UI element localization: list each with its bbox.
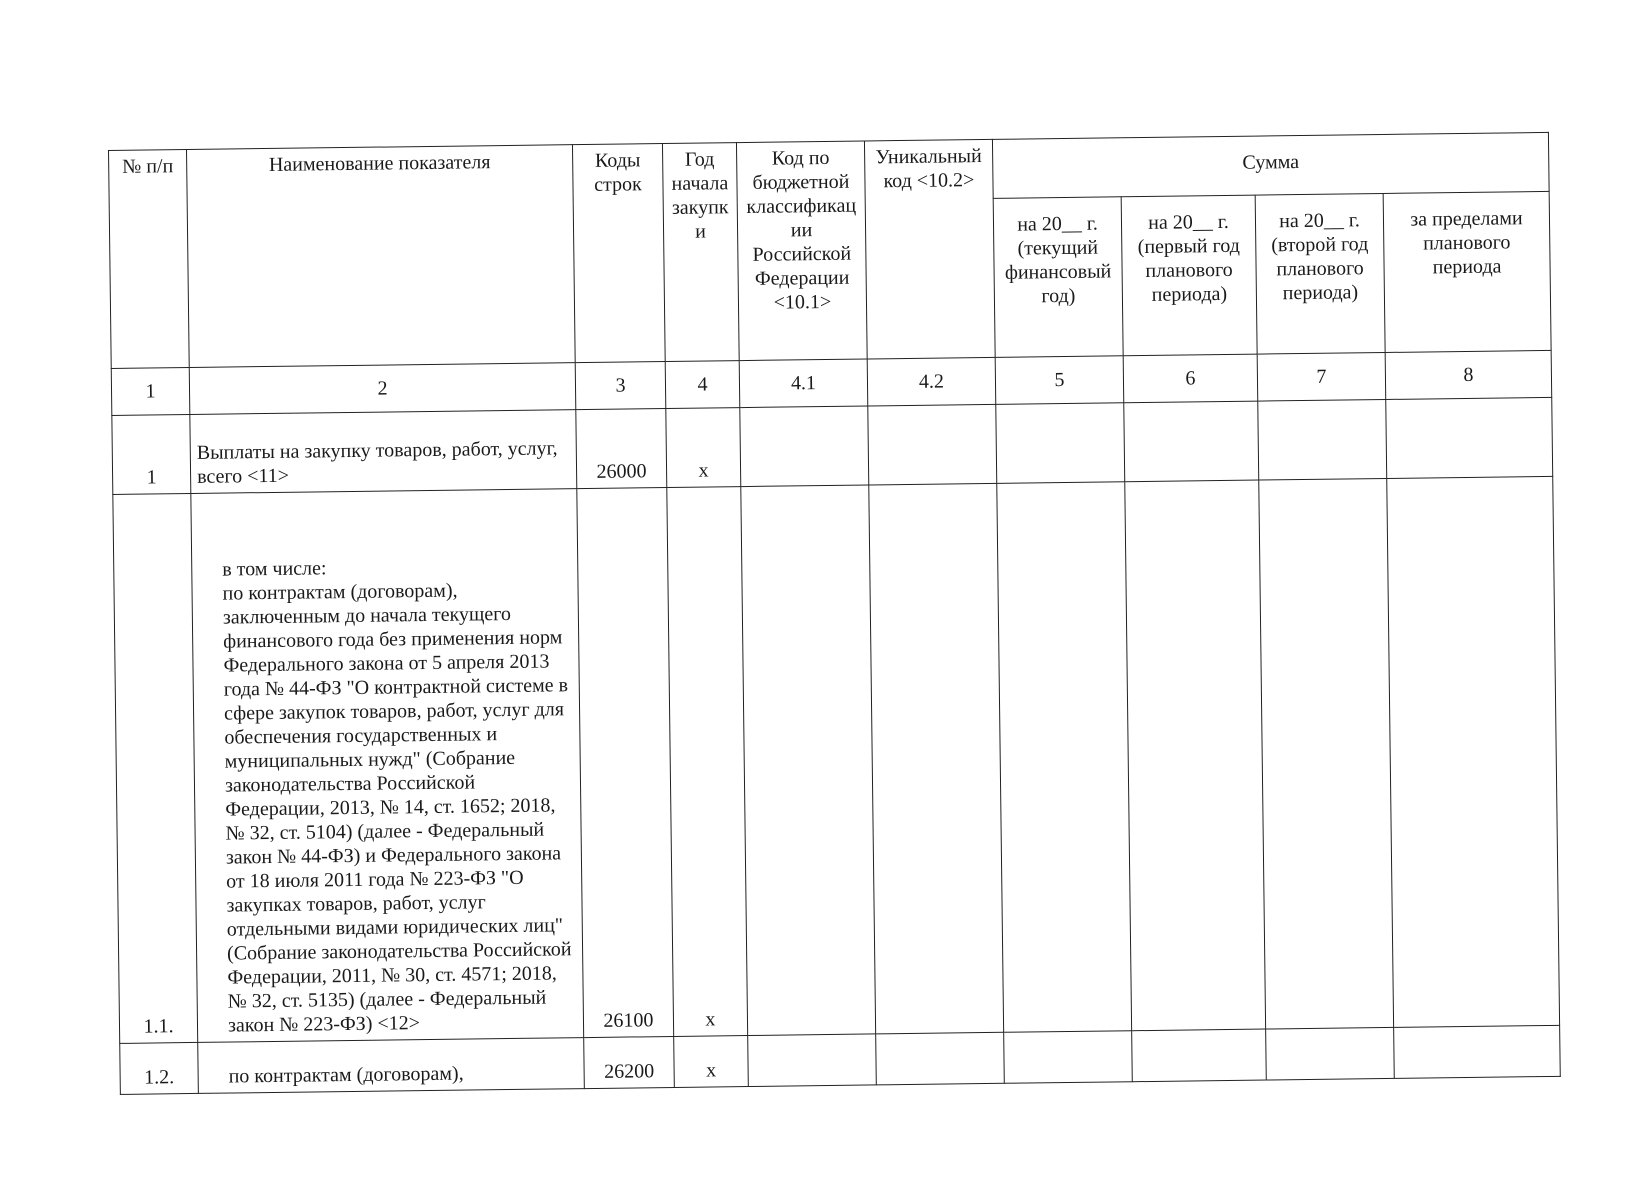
column-number: 5: [995, 356, 1124, 405]
row-unique-code: [876, 1032, 1005, 1085]
row-sum-first-plan-year: [1132, 1029, 1267, 1082]
column-number: 6: [1123, 354, 1258, 403]
row-number: 1.1.: [113, 493, 198, 1043]
row-sum-second-plan-year: [1266, 1027, 1395, 1080]
row-line-code: 26200: [584, 1036, 675, 1088]
row-line-code: 26000: [576, 409, 667, 489]
row-year: x: [674, 1036, 749, 1088]
row-sum-first-plan-year: [1125, 480, 1266, 1031]
procurement-payments-table: [108, 132, 1561, 1095]
header-unique-code: Уникальный код <10.2>: [864, 139, 995, 359]
row-indicator-name: в том числе: по контрактам (договорам), заключенным до начала текущего финансового года без применения норм Федерального закона от 5 апреля 2013 года № 44-ФЗ "О контрактной системе в сфере закупок товаров, работ, услуг для обеспечения государственных и муниципальных нужд" (Собрание законодательства Российской Федерации, 2013, № 14, ст. 1652; 2018, № 32, ст. 5104) (далее - Федеральный закон № 44-ФЗ) и Федерального закона от 18 июля 2011 года № 223-ФЗ "О закупках товаров, работ, услуг отдельными видами юридических лиц" (Собрание законодательства Российской Федерации, 2011, № 30, ст. 4571; 2018, № 32, ст. 5135) (далее - Федеральный закон № 223-ФЗ) <12>: [191, 489, 584, 1043]
row-kbk: [740, 406, 869, 487]
header-sum-second-plan-year: на 20__ г. (второй год планового периода): [1255, 193, 1385, 354]
row-number: 1.2.: [120, 1042, 199, 1094]
row-unique-code: [868, 404, 997, 485]
column-number: 2: [189, 363, 576, 415]
column-number: 4.1: [739, 359, 868, 408]
column-number: 8: [1385, 350, 1552, 399]
column-number: 3: [575, 362, 666, 410]
column-number: 1: [111, 367, 190, 415]
form-sheet: [108, 132, 1560, 1095]
column-number: 4: [665, 361, 740, 409]
row-sum-first-plan-year: [1124, 401, 1259, 482]
header-sum-current-year: на 20__ г. (текущий финансовый год): [993, 197, 1123, 358]
row-number: 1: [112, 414, 191, 494]
row-unique-code: [869, 483, 1004, 1034]
row-indicator-name: Выплаты на закупку товаров, работ, услуг, всего <11>: [190, 410, 577, 494]
row-year: x: [667, 487, 748, 1037]
header-sum-first-plan-year: на 20__ г. (первый год планового периода): [1121, 195, 1257, 356]
row-year: x: [666, 408, 741, 488]
row-kbk: [741, 485, 876, 1036]
header-kbk: Код по бюджетной классификац ии Российской Федерации <10.1>: [736, 141, 867, 361]
header-sum: Сумма: [992, 132, 1549, 198]
header-name: Наименование показателя: [187, 145, 576, 368]
column-number: 7: [1257, 352, 1386, 401]
table-row: [113, 476, 1560, 1043]
header-num: № п/п: [109, 150, 190, 369]
row-sum-second-plan-year: [1259, 478, 1394, 1029]
header-sum-beyond-plan: за пределами планового периода: [1383, 191, 1551, 352]
row-sum-beyond-plan: [1386, 397, 1553, 478]
header-codes: Коды строк: [572, 144, 665, 363]
row-sum-current-year: [1004, 1031, 1133, 1084]
row-sum-current-year: [996, 403, 1125, 484]
row-sum-beyond-plan: [1387, 476, 1560, 1027]
column-number: 4.2: [867, 357, 996, 406]
row-indicator-name: по контрактам (договорам),: [198, 1038, 585, 1094]
row-kbk: [748, 1034, 877, 1087]
row-line-code: 26100: [577, 488, 674, 1038]
row-sum-second-plan-year: [1258, 399, 1387, 480]
row-sum-current-year: [997, 482, 1132, 1033]
row-sum-beyond-plan: [1394, 1025, 1561, 1078]
header-year: Год начала закупк и: [662, 143, 739, 362]
